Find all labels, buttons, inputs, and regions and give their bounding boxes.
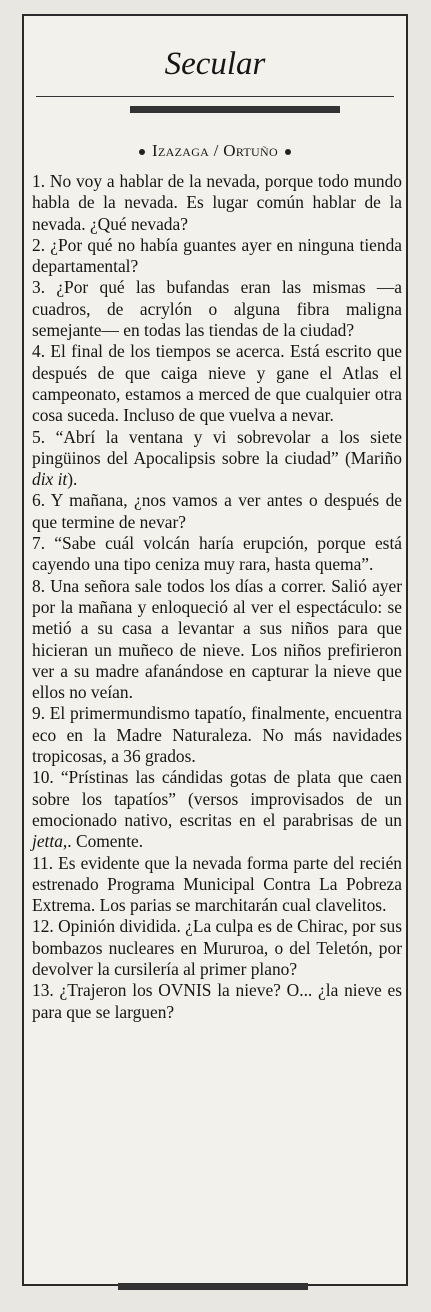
list-item: 13. ¿Trajeron los OVNIS la nieve? O... ¿la nieve es para que se larguen? <box>32 980 402 1022</box>
list-item: 4. El final de los tiempos se acerca. Está escrito que después de que caiga nieve y gane el Atlas el campeonato, estamos a merced de que cualquier otra cosa suceda. Incluso de que vuelva a nevar. <box>32 341 402 426</box>
column-body <box>32 171 402 1023</box>
list-item: 11. Es evidente que la nevada forma parte del recién estrenado Programa Municipal Contra La Pobreza Extrema. Los parias se marchitarán cual clavelitos. <box>32 852 402 916</box>
item-text: 10. “Prístinas las cándidas gotas de plata que caen sobre los tapatíos” (versos improvisados de un emocionado nativo, escritas en el parabrisas de un <box>32 767 402 830</box>
item-italic: dix it <box>32 469 68 490</box>
bullet-icon <box>139 149 145 155</box>
item-text-end: ). <box>67 469 78 490</box>
byline <box>24 140 406 162</box>
list-item: 12. Opinión dividida. ¿La culpa es de Chirac, por sus bombazos nucleares en Mururoa, o del Teletón, por devolver la cursilería al primer plano? <box>32 916 402 979</box>
column-title: Secular <box>164 46 266 82</box>
title-rule <box>36 96 394 97</box>
byline-authors: Izazaga / Ortuño <box>152 141 278 160</box>
bullet-icon <box>285 149 291 155</box>
list-item: 6. Y mañana, ¿nos vamos a ver antes o después de que termine de nevar? <box>32 490 402 532</box>
item-text: 5. “Abrí la ventana y vi sobrevolar a los siete pingüinos del Apocalipsis sobre la ciudad” (Mariño <box>32 426 402 468</box>
item-italic: jetta <box>32 831 63 852</box>
title-bar <box>130 106 340 113</box>
list-item: 7. “Sabe cuál volcán haría erupción, porque está cayendo una tipo ceniza muy rara, hasta quema”. <box>32 533 402 575</box>
list-item: 9. El primermundismo tapatío, finalmente, encuentra eco en la Madre Naturaleza. No más navidades tropicosas, a 36 grados. <box>32 703 402 767</box>
list-item <box>32 767 402 852</box>
list-item: 8. Una señora sale todos los días a correr. Salió ayer por la mañana y enloqueció al ver el espectáculo: se metió a su casa a levantar a sus niños para que hicieran un muñeco de nieve. Los niños prefirieron ver a su madre afanándose en capturar la nieve que ellos no veían. <box>32 575 402 703</box>
list-item: 3. ¿Por qué las bufandas eran las mismas —a cuadros, de acrylón o alguna fibra maligna semejante— en todas las tiendas de la ciudad? <box>32 277 402 341</box>
list-item: 1. No voy a hablar de la nevada, porque todo mundo habla de la nevada. Es lugar común hablar de la nevada. ¿Qué nevada? <box>32 171 402 234</box>
item-text-end: ,. Comente. <box>62 831 144 852</box>
footer-bar <box>118 1283 308 1290</box>
list-item <box>32 427 402 491</box>
list-item: 2. ¿Por qué no había guantes ayer en ninguna tienda departamental? <box>32 234 402 277</box>
